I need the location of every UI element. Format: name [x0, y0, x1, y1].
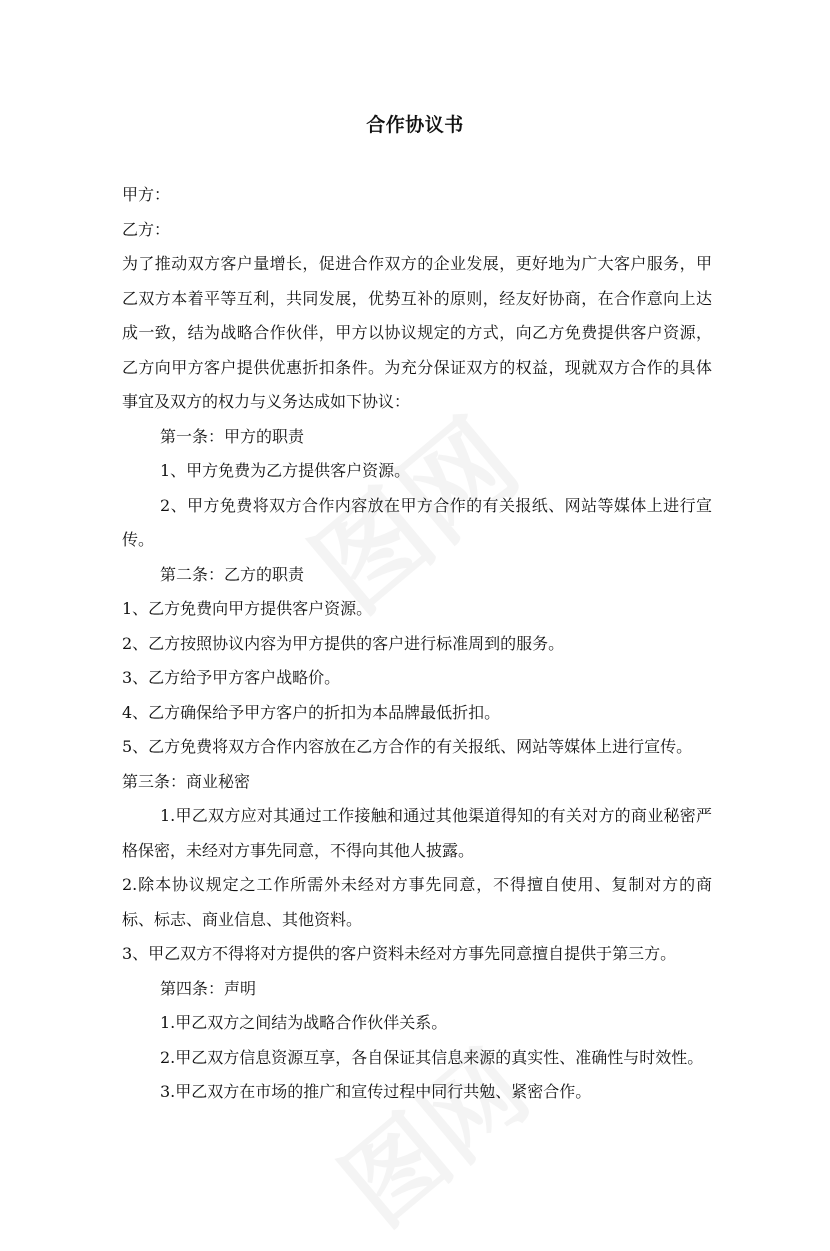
party-a-line: 甲方： — [122, 185, 171, 204]
article-2-item-4: 4、乙方确保给予甲方客户的折扣为本品牌最低折扣。 — [122, 702, 501, 722]
document-body — [122, 178, 712, 1110]
document-title: 合作协议书 — [366, 114, 464, 136]
article-4-item-1: 1.甲乙双方之间结为战略合作伙伴关系。 — [160, 1013, 448, 1032]
article-3-item-2: 2.除本协议规定之工作所需外未经对方事先同意，不得擅自使用、复制对方的商标、标志、商业信息、其他资料。 — [122, 875, 712, 929]
preamble-paragraph: 为了推动双方客户量增长，促进合作双方的企业发展，更好地为广大客户服务，甲乙双方本着平等互利，共同发展，优势互补的原则，经友好协商，在合作意向上达成一致，结为战略合作伙伴，甲方以协议规定的方式，向乙方免费提供客户资源，乙方向甲方客户提供优惠折扣条件。为充分保证双方的权益，现就双方合作的具体事宜及双方的权力与义务达成如下协议： — [122, 254, 712, 411]
article-1-item-2: 2、甲方免费将双方合作内容放在甲方合作的有关报纸、网站等媒体上进行宣传。 — [122, 495, 712, 549]
article-3-heading: 第三条：商业秘密 — [122, 771, 251, 791]
article-4-heading: 第四条：声明 — [160, 978, 257, 998]
article-2-item-1: 1、乙方免费向甲方提供客户资源。 — [122, 599, 373, 618]
article-2-item-5: 5、乙方免费将双方合作内容放在乙方合作的有关报纸、网站等媒体上进行宣传。 — [122, 737, 693, 756]
article-3-item-1: 1.甲乙双方应对其通过工作接触和通过其他渠道得知的有关对方的商业秘密严格保密，未经对方事先同意，不得向其他人披露。 — [122, 806, 712, 860]
article-1-heading: 第一条：甲方的职责 — [160, 426, 305, 446]
article-2-item-3: 3、乙方给予甲方客户战略价。 — [122, 668, 341, 687]
article-1-item-1: 1、甲方免费为乙方提供客户资源。 — [160, 461, 411, 480]
article-4-item-3: 3.甲乙双方在市场的推广和宣传过程中同行共勉、紧密合作。 — [160, 1082, 592, 1101]
article-2-heading: 第二条：乙方的职责 — [160, 564, 305, 584]
article-2-item-2: 2、乙方按照协议内容为甲方提供的客户进行标准周到的服务。 — [122, 633, 565, 653]
article-4-item-2: 2.甲乙双方信息资源互享，各自保证其信息来源的真实性、准确性与时效性。 — [160, 1047, 704, 1067]
article-3-item-3: 3、甲乙双方不得将对方提供的客户资料未经对方事先同意擅自提供于第三方。 — [122, 944, 677, 963]
party-b-line: 乙方： — [122, 219, 171, 239]
